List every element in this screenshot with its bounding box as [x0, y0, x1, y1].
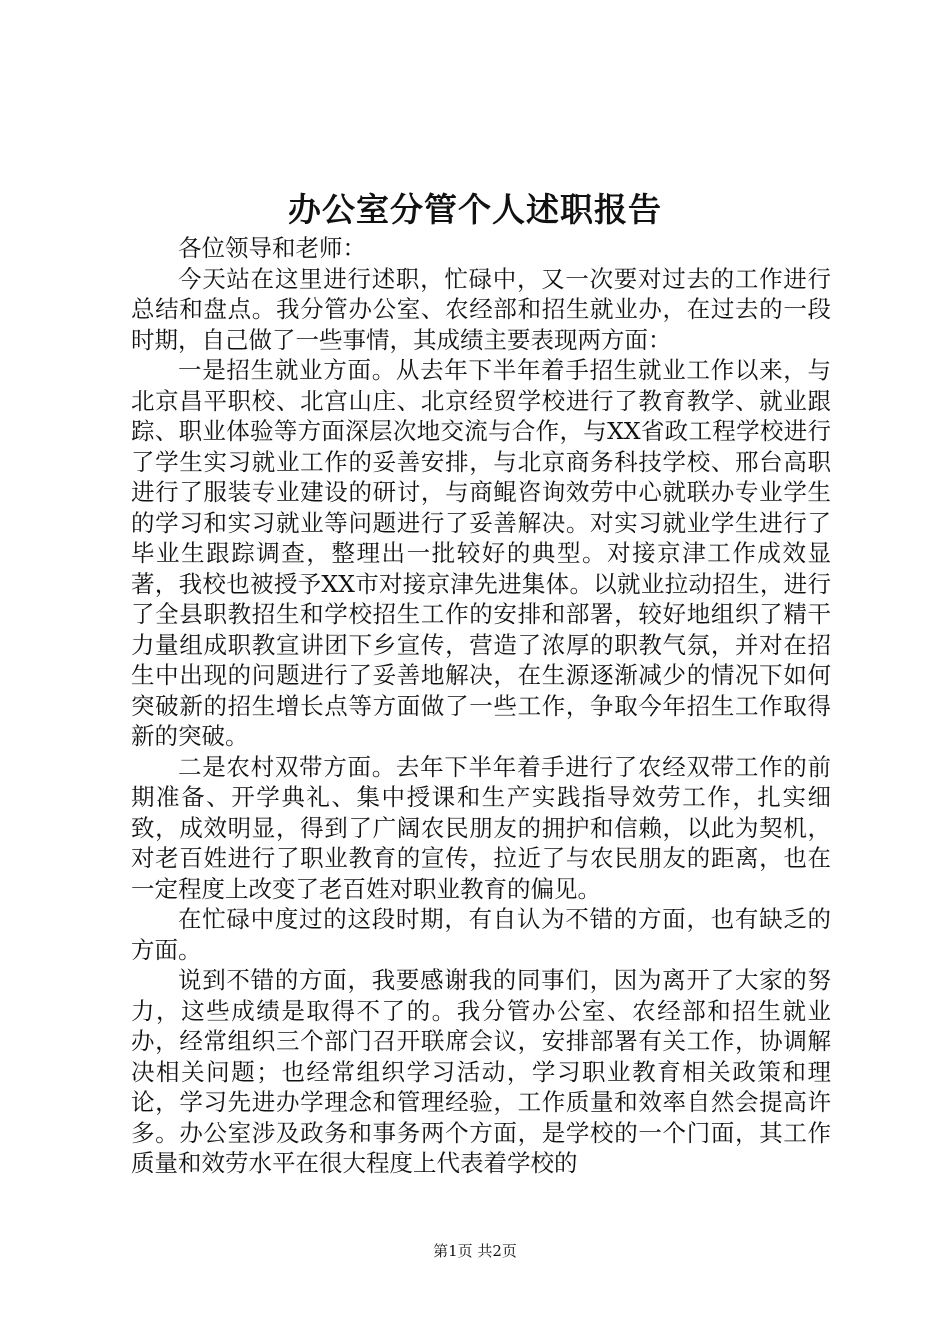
intro-paragraph: 今天站在这里进行述职，忙碌中，又一次要对过去的工作进行总结和盘点。我分管办公室、农经部和招生就业办，在过去的一段时期，自己做了一些事情，其成绩主要表现两方面： — [131, 264, 831, 354]
reflection-paragraph: 在忙碌中度过的这段时期，有自认为不错的方面，也有缺乏的方面。 — [131, 905, 831, 964]
rural-paragraph: 二是农村双带方面。去年下半年着手进行了农经双带工作的前期准备、开学典礼、集中授课和生产实践指导效劳工作，扎实细致，成效明显，得到了广阔农民朋友的拥护和信赖，以此为契机，对老百姓进行了职业教育的宣传，拉近了与农民朋友的距离，也在一定程度上改变了老百姓对职业教育的偏见。 — [131, 752, 831, 903]
document-title: 办公室分管个人述职报告 — [288, 190, 662, 229]
document-body — [131, 233, 831, 1179]
page-footer: 第1页 共2页 — [433, 1242, 517, 1260]
recruitment-paragraph: 一是招生就业方面。从去年下半年着手招生就业工作以来，与北京昌平职校、北宫山庄、北京经贸学校进行了教育教学、就业跟踪、职业体验等方面深层次地交流与合作，与XX省政工程学校进行了学生实习就业工作的妥善安排，与北京商务科技学校、邢台高职进行了服装专业建设的研讨，与商鲲咨询效劳中心就联办专业学生的学习和实习就业等问题进行了妥善解决。对实习就业学生进行了毕业生跟踪调查，整理出一批较好的典型。对接京津工作成效显著，我校也被授予XX市对接京津先进集体。以就业拉动招生，进行了全县职教招生和学校招生工作的安排和部署，较好地组织了精干力量组成职教宣讲团下乡宣传，营造了浓厚的职教气氛，并对在招生中出现的问题进行了妥善地解决，在生源逐渐减少的情况下如何突破新的招生增长点等方面做了一些工作，争取今年招生工作取得新的突破。 — [131, 356, 831, 750]
strengths-paragraph: 说到不错的方面，我要感谢我的同事们，因为离开了大家的努力，这些成绩是取得不了的。我分管办公室、农经部和招生就业办，经常组织三个部门召开联席会议，安排部署有关工作，协调解决相关问题；也经常组织学习活动，学习职业教育相关政策和理论，学习先进办学理念和管理经验，工作质量和效率自然会提高许多。办公室涉及政务和事务两个方面，是学校的一个门面，其工作质量和效劳水平在很大程度上代表着学校的 — [131, 966, 831, 1177]
greeting-paragraph: 各位领导和老师： — [178, 234, 366, 262]
